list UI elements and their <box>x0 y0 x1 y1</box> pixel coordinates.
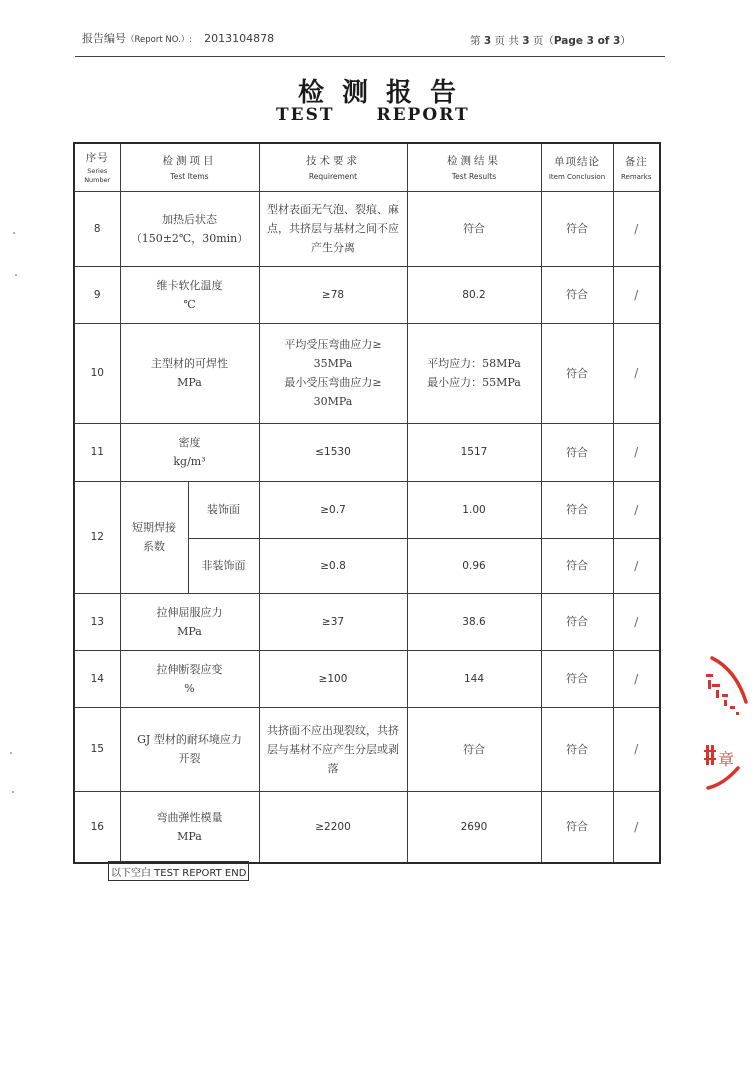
row-number: 10 <box>74 323 120 423</box>
report-title-en: TEST REPORT <box>276 105 470 125</box>
remark: / <box>613 650 660 707</box>
test-item-unit: MPa <box>177 376 202 389</box>
header-divider <box>75 56 665 57</box>
page-en: Page 3 of 3 <box>553 35 621 47</box>
table-row <box>74 266 660 323</box>
test-item-name: 维卡软化温度 <box>156 278 223 292</box>
page-prefix: 第 <box>470 35 481 47</box>
header-remarks: 备注 Remarks <box>613 143 660 191</box>
test-result: 0.96 <box>407 538 541 593</box>
requirement: 共挤面不应出现裂纹，共挤层与基材不应产生分层或剥落 <box>259 707 407 791</box>
header-series-number: 序号 Series Number <box>74 143 120 191</box>
test-item-name: 加热后状态 <box>162 212 217 226</box>
scan-speck <box>10 752 12 754</box>
row-number: 15 <box>74 707 120 791</box>
test-item <box>120 707 259 791</box>
report-no-label-en: （Report NO.）: <box>126 35 193 45</box>
table-row <box>74 323 660 423</box>
requirement: ≥0.8 <box>259 538 407 593</box>
page-total: 3 <box>522 35 530 47</box>
header-item-conclusion: 单项结论 Item Conclusion <box>541 143 613 191</box>
test-result: 1517 <box>407 423 541 481</box>
header-requirement: 技术要求 Requirement <box>259 143 407 191</box>
page-close: ） <box>620 35 631 47</box>
test-item-name: GJ 型材的耐环境应力 <box>137 733 242 746</box>
item-conclusion: 符合 <box>541 538 613 593</box>
item-conclusion: 符合 <box>541 323 613 423</box>
table-row <box>74 650 660 707</box>
report-no-value: 2013104878 <box>204 32 275 45</box>
item-conclusion: 符合 <box>541 191 613 266</box>
row-number: 14 <box>74 650 120 707</box>
item-conclusion: 符合 <box>541 707 613 791</box>
requirement: ≥2200 <box>259 791 407 863</box>
test-result: 144 <box>407 650 541 707</box>
test-item-name: 密度 <box>178 436 201 449</box>
test-sub-item: 非装饰面 <box>188 538 259 593</box>
remark: / <box>613 323 660 423</box>
requirement: ≥100 <box>259 650 407 707</box>
page-mid: 页 共 <box>494 35 519 47</box>
header-test-results: 检测结果 Test Results <box>407 143 541 191</box>
scan-speck <box>13 232 15 234</box>
test-result: 平均应力：58MPa 最小应力：55MPa <box>407 323 541 423</box>
test-item-unit: % <box>184 681 195 695</box>
stamp-character: 章 <box>718 750 735 769</box>
test-result: 符合 <box>407 191 541 266</box>
item-conclusion: 符合 <box>541 266 613 323</box>
requirement: ≤1530 <box>259 423 407 481</box>
row-number: 12 <box>74 481 120 593</box>
red-seal-stamp-icon <box>702 650 754 795</box>
test-item-name: 主型材的可焊性 <box>151 357 228 370</box>
test-item-name: 拉伸断裂应变 <box>156 662 223 676</box>
table-row <box>74 191 660 266</box>
test-result: 38.6 <box>407 593 541 650</box>
requirement: ≥0.7 <box>259 481 407 538</box>
table-row <box>74 593 660 650</box>
test-item-unit: MPa <box>177 829 202 843</box>
item-conclusion: 符合 <box>541 791 613 863</box>
remark: / <box>613 593 660 650</box>
test-sub-item: 装饰面 <box>188 481 259 538</box>
page-indicator <box>470 33 631 48</box>
report-no-label: 报告编号 <box>82 32 126 45</box>
requirement: 平均受压弯曲应力≥ 35MPa 最小受压弯曲应力≥ 30MPa <box>259 323 407 423</box>
remark: / <box>613 481 660 538</box>
test-item <box>120 323 259 423</box>
row-number: 13 <box>74 593 120 650</box>
table-row <box>74 791 660 863</box>
test-item-name: 拉伸屈服应力 <box>156 605 223 619</box>
requirement: 型材表面无气泡、裂痕、麻点，共挤层与基材之间不应产生分离 <box>259 191 407 266</box>
scan-speck <box>15 274 17 276</box>
test-item-unit: MPa <box>177 624 202 638</box>
row-number: 11 <box>74 423 120 481</box>
test-item-unit: ℃ <box>183 297 196 311</box>
item-conclusion: 符合 <box>541 650 613 707</box>
test-item <box>120 650 259 707</box>
remark: / <box>613 266 660 323</box>
row-number: 9 <box>74 266 120 323</box>
scan-speck <box>12 791 14 793</box>
table-row <box>74 707 660 791</box>
header-test-items: 检测项目 Test Items <box>120 143 259 191</box>
test-item <box>120 423 259 481</box>
test-item-group: 短期焊接系数 <box>120 481 188 593</box>
item-conclusion: 符合 <box>541 423 613 481</box>
test-item <box>120 593 259 650</box>
table-row <box>74 481 660 538</box>
test-result: 1.00 <box>407 481 541 538</box>
remark: / <box>613 191 660 266</box>
requirement: ≥78 <box>259 266 407 323</box>
test-item-name: 弯曲弹性模量 <box>156 810 223 824</box>
test-results-table <box>73 142 661 864</box>
requirement: ≥37 <box>259 593 407 650</box>
page-suffix: 页（ <box>532 35 554 47</box>
remark: / <box>613 791 660 863</box>
remark: / <box>613 423 660 481</box>
test-result: 80.2 <box>407 266 541 323</box>
test-result: 2690 <box>407 791 541 863</box>
test-item-condition: （150±2℃，30min） <box>130 231 249 245</box>
row-number: 8 <box>74 191 120 266</box>
report-number-header <box>82 30 274 46</box>
test-item <box>120 791 259 863</box>
item-conclusion: 符合 <box>541 593 613 650</box>
test-item <box>120 266 259 323</box>
remark: / <box>613 707 660 791</box>
page-current: 3 <box>483 35 492 47</box>
item-conclusion: 符合 <box>541 481 613 538</box>
test-item-name-cont: 开裂 <box>178 752 201 765</box>
table-row <box>74 423 660 481</box>
table-header-row <box>74 143 660 191</box>
test-result: 符合 <box>407 707 541 791</box>
test-item-unit: kg/m³ <box>173 455 206 468</box>
test-item <box>120 191 259 266</box>
remark: / <box>613 538 660 593</box>
end-of-report-note: 以下空白 TEST REPORT END <box>108 861 249 881</box>
row-number: 16 <box>74 791 120 863</box>
report-title-cn: 检测报告 <box>297 78 474 108</box>
